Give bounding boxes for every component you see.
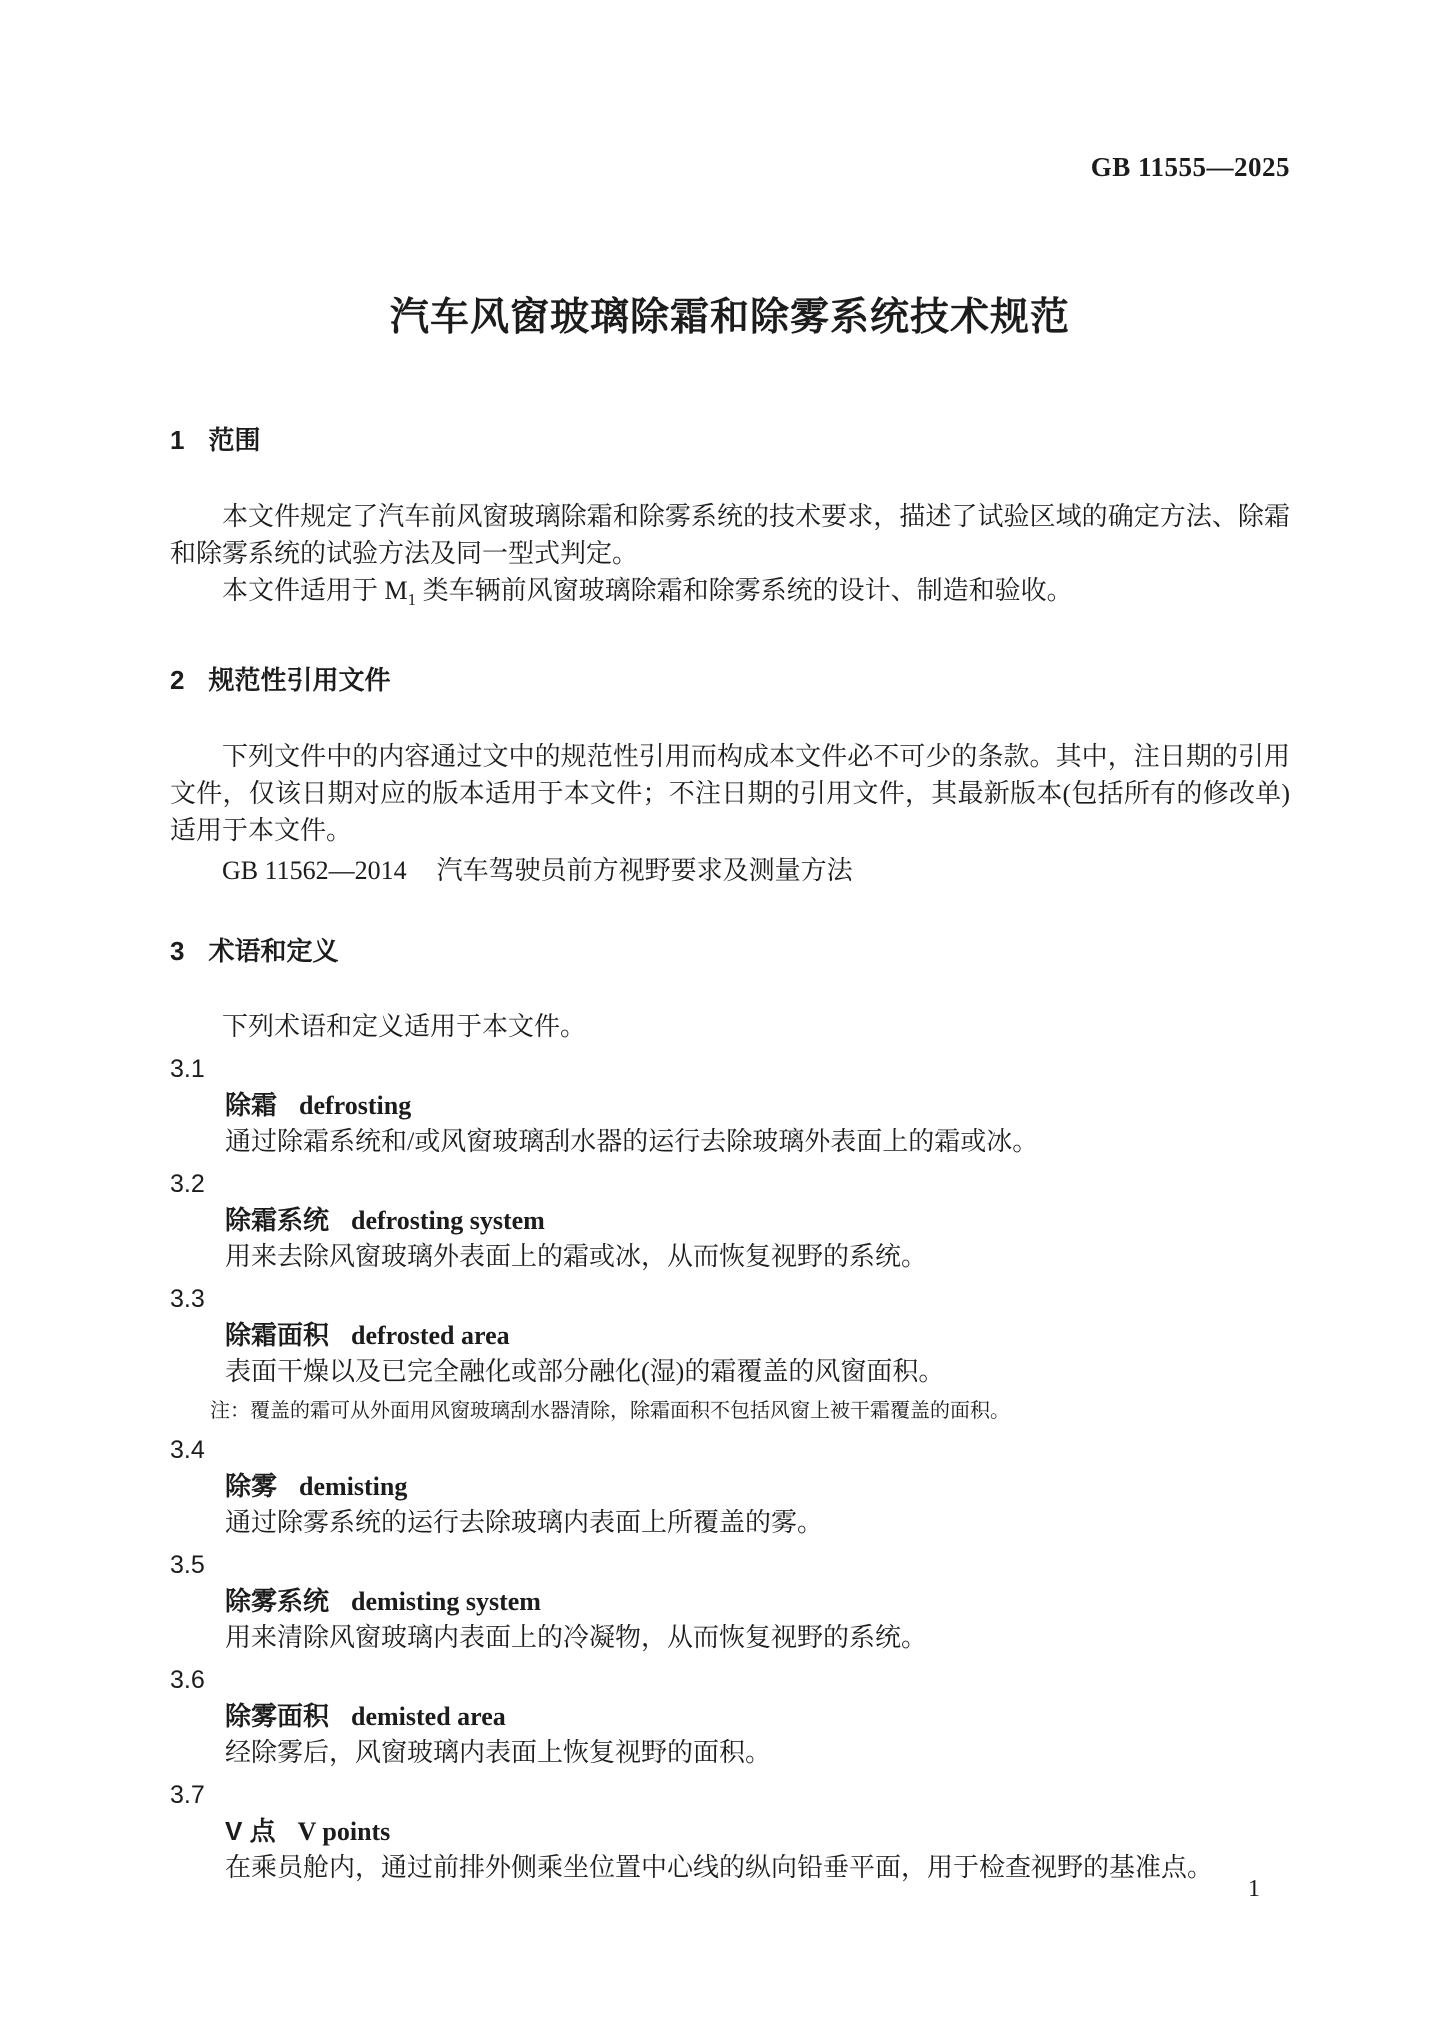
section-2-number: 2 [170, 665, 185, 696]
term-name-zh: V 点 [225, 1816, 276, 1847]
term-name-zh: 除雾系统 [225, 1586, 330, 1617]
term-name [170, 1202, 1290, 1239]
term-definition: 经除雾后，风窗玻璃内表面上恢复视野的面积。 [225, 1738, 772, 1768]
document-code: GB 11555—2025 [1090, 152, 1290, 182]
reference-standard-code: GB 11562—2014 [222, 856, 407, 886]
section-2-heading [170, 663, 1290, 697]
term-id: 3.2 [170, 1170, 205, 1199]
term-entry-defrosting [170, 1051, 1290, 1160]
document-header [170, 0, 1290, 182]
term-id: 3.5 [170, 1551, 205, 1580]
term-definition: 通过除雾系统的运行去除玻璃内表面上所覆盖的雾。 [225, 1508, 824, 1538]
term-name-en: defrosted area [351, 1321, 510, 1351]
term-entry-demisting-system [170, 1547, 1290, 1656]
term-id: 3.1 [170, 1055, 205, 1084]
section-1-title: 范围 [208, 425, 261, 455]
page-content [170, 0, 1290, 1886]
term-definition: 用来去除风窗玻璃外表面上的霜或冰，从而恢复视野的系统。 [225, 1242, 928, 1272]
section-1-number: 1 [170, 425, 185, 455]
term-name-en: defrosting [299, 1091, 412, 1121]
term-name [170, 1317, 1290, 1354]
term-name-zh: 除霜面积 [225, 1320, 330, 1351]
term-id: 3.4 [170, 1436, 205, 1465]
section-2-title: 规范性引用文件 [208, 665, 391, 696]
section-3-heading [170, 934, 1290, 968]
term-id: 3.6 [170, 1666, 205, 1695]
term-name-en: demisting system [351, 1587, 541, 1617]
term-definition: 在乘员舱内，通过前排外侧乘坐位置中心线的纵向铅垂平面，用于检查视野的基准点。 [225, 1853, 1214, 1883]
term-name-en: defrosting system [351, 1206, 545, 1236]
term-name-zh: 除雾 [225, 1471, 278, 1502]
reference-standard-title: 汽车驾驶员前方视野要求及测量方法 [436, 856, 853, 886]
section-1-paragraph-1: 本文件规定了汽车前风窗玻璃除霜和除雾系统的技术要求，描述了试验区域的确定方法、除霜和除雾系统的试验方法及同一型式判定。 [170, 502, 1290, 568]
term-definition: 通过除霜系统和/或风窗玻璃刮水器的运行去除玻璃外表面上的霜或冰。 [225, 1127, 1039, 1157]
term-name-zh: 除霜系统 [225, 1205, 330, 1236]
term-name [170, 1468, 1290, 1505]
section-1-paragraph-2 [170, 572, 1290, 618]
term-entry-v-points [170, 1777, 1290, 1886]
section-1-heading [170, 423, 1290, 457]
terms-intro: 下列术语和定义适用于本文件。 [222, 1012, 587, 1042]
paragraph-text-after-subscript: 类车辆前风窗玻璃除霜和除雾系统的设计、制造和验收。 [416, 576, 1073, 605]
term-note: 注：覆盖的霜可从外面用风窗玻璃刮水器清除，除霜面积不包括风窗上被干霜覆盖的面积。 [210, 1400, 1010, 1423]
document-title: 汽车风窗玻璃除霜和除雾系统技术规范 [389, 296, 1070, 339]
term-name [170, 1698, 1290, 1735]
term-entry-demisted-area [170, 1662, 1290, 1771]
term-name [170, 1583, 1290, 1620]
term-entry-defrosted-area [170, 1281, 1290, 1426]
term-name-en: V points [297, 1817, 391, 1847]
term-definition: 表面干燥以及已完全融化或部分融化(湿)的霜覆盖的风窗面积。 [225, 1357, 945, 1387]
term-name-zh: 除霜 [225, 1090, 278, 1121]
term-name-en: demisting [299, 1472, 408, 1502]
term-name [170, 1087, 1290, 1124]
section-3-title: 术语和定义 [208, 936, 339, 967]
term-name-en: demisted area [351, 1702, 506, 1732]
section-2-paragraph: 下列文件中的内容通过文中的规范性引用而构成本文件必不可少的条款。其中，注日期的引用文件，仅该日期对应的版本适用于本文件；不注日期的引用文件，其最新版本(包括所有的修改单)适用于本文件。 [170, 742, 1290, 846]
term-name [170, 1813, 1290, 1850]
term-entry-demisting [170, 1432, 1290, 1541]
page-number: 1 [1248, 1876, 1260, 1902]
term-definition: 用来清除风窗玻璃内表面上的冷凝物，从而恢复视野的系统。 [225, 1623, 928, 1653]
normative-reference [170, 852, 1290, 889]
term-entry-defrosting-system [170, 1166, 1290, 1275]
term-id: 3.7 [170, 1781, 205, 1810]
section-3-number: 3 [170, 936, 185, 967]
paragraph-text-before-subscript: 本文件适用于 M [222, 576, 408, 605]
term-name-zh: 除雾面积 [225, 1701, 330, 1732]
term-id: 3.3 [170, 1285, 205, 1314]
vehicle-category-subscript: 1 [407, 590, 417, 610]
